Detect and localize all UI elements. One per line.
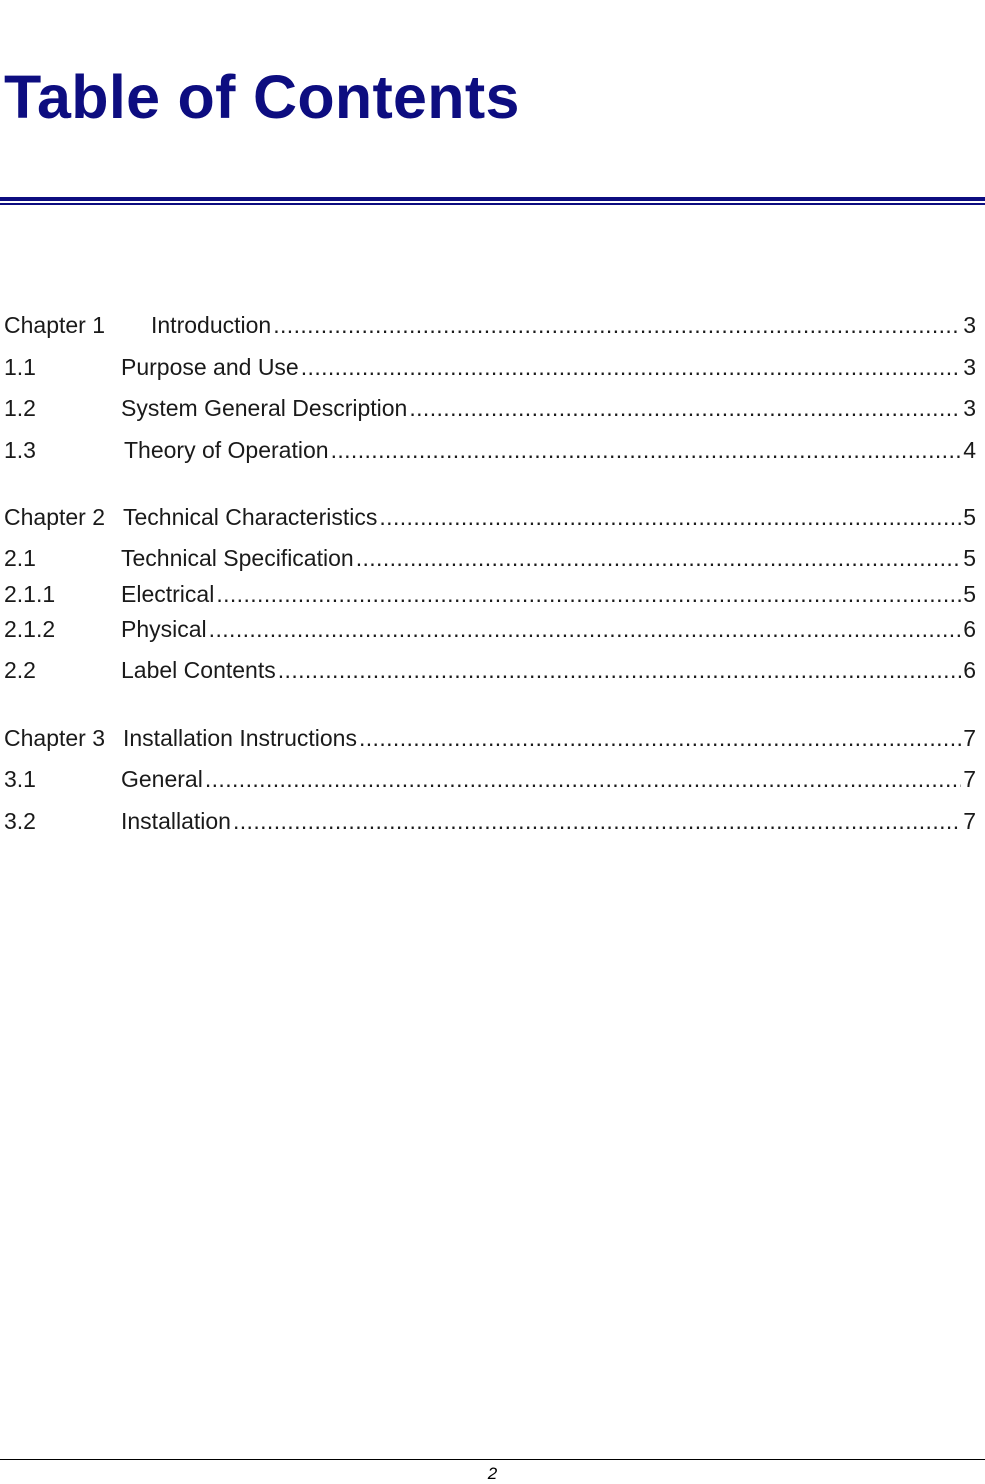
toc-entry-1-2[interactable] <box>4 395 976 425</box>
toc-entry-label: Installation <box>121 808 231 834</box>
toc-entry-page: 5 <box>963 581 976 607</box>
toc-leader-dots <box>216 581 961 608</box>
page-title: Table of Contents <box>4 63 520 131</box>
toc-entry-page: 4 <box>963 437 976 463</box>
toc-entry-number: 2.2 <box>4 657 36 683</box>
toc-leader-dots <box>205 766 961 793</box>
toc-entry-page: 3 <box>963 312 976 338</box>
toc-entry-label: Label Contents <box>121 657 276 683</box>
toc-leader-dots <box>359 725 961 752</box>
toc-entry-page: 6 <box>963 657 976 683</box>
toc-entry-2-1[interactable] <box>4 545 976 575</box>
toc-leader-dots <box>356 545 962 572</box>
toc-entry-2-2[interactable] <box>4 657 976 687</box>
toc-leader-dots <box>379 504 961 531</box>
toc-entry-page: 7 <box>963 725 976 751</box>
toc-entry-3-2[interactable] <box>4 808 976 838</box>
toc-entry-label: General <box>121 766 203 792</box>
toc-entry-label: Physical <box>121 616 207 642</box>
toc-entry-label: Technical Characteristics <box>123 504 378 530</box>
toc-entry-label: Theory of Operation <box>124 437 329 463</box>
toc-entry-label: Electrical <box>121 581 215 607</box>
toc-entry-number: 1.1 <box>4 354 36 380</box>
toc-entry-page: 5 <box>963 504 976 530</box>
toc-entry-number: 2.1.1 <box>4 581 56 607</box>
toc-entry-page: 6 <box>963 616 976 642</box>
toc-entry-label: Installation Instructions <box>123 725 357 751</box>
toc-entry-number: 3.2 <box>4 808 36 834</box>
toc-entry-page: 7 <box>963 808 976 834</box>
toc-leader-dots <box>301 354 961 381</box>
toc-entry-page: 3 <box>963 395 976 421</box>
toc-entry-page: 5 <box>963 545 976 571</box>
toc-leader-dots <box>209 616 962 643</box>
toc-entry-1-3[interactable] <box>4 437 976 467</box>
toc-entry-3-1[interactable] <box>4 766 976 796</box>
toc-entry-2-1-1[interactable] <box>4 581 976 611</box>
toc-entry-label: Technical Specification <box>121 545 354 571</box>
toc-entry-number: Chapter 2 <box>4 504 106 530</box>
toc-entry-label: Purpose and Use <box>121 354 299 380</box>
toc-entry-number: 1.2 <box>4 395 36 421</box>
toc-leader-dots <box>409 395 961 422</box>
toc-entry-number: 2.1 <box>4 545 36 571</box>
toc-entry-page: 7 <box>963 766 976 792</box>
toc-leader-dots <box>233 808 961 835</box>
toc-entry-number: 3.1 <box>4 766 36 792</box>
toc-entry-2-1-2[interactable] <box>4 616 976 646</box>
footer-rule <box>0 1459 985 1460</box>
toc-entry-label: Introduction <box>151 312 272 338</box>
title-rule-thin <box>0 203 985 205</box>
page-number: 2 <box>487 1464 498 1483</box>
title-rule-thick <box>0 197 985 201</box>
toc-entry-number: Chapter 1 <box>4 312 106 338</box>
toc-leader-dots <box>273 312 961 339</box>
toc-entry-chapter-3[interactable] <box>4 725 976 755</box>
toc-entry-number: Chapter 3 <box>4 725 106 751</box>
toc-entry-number: 1.3 <box>4 437 36 463</box>
toc-entry-chapter-2[interactable] <box>4 504 976 534</box>
toc-leader-dots <box>331 437 962 464</box>
toc-entry-page: 3 <box>963 354 976 380</box>
toc-entry-label: System General Description <box>121 395 408 421</box>
toc-entry-number: 2.1.2 <box>4 616 56 642</box>
toc-leader-dots <box>278 657 961 684</box>
toc-entry-chapter-1[interactable] <box>4 312 976 342</box>
toc-entry-1-1[interactable] <box>4 354 976 384</box>
